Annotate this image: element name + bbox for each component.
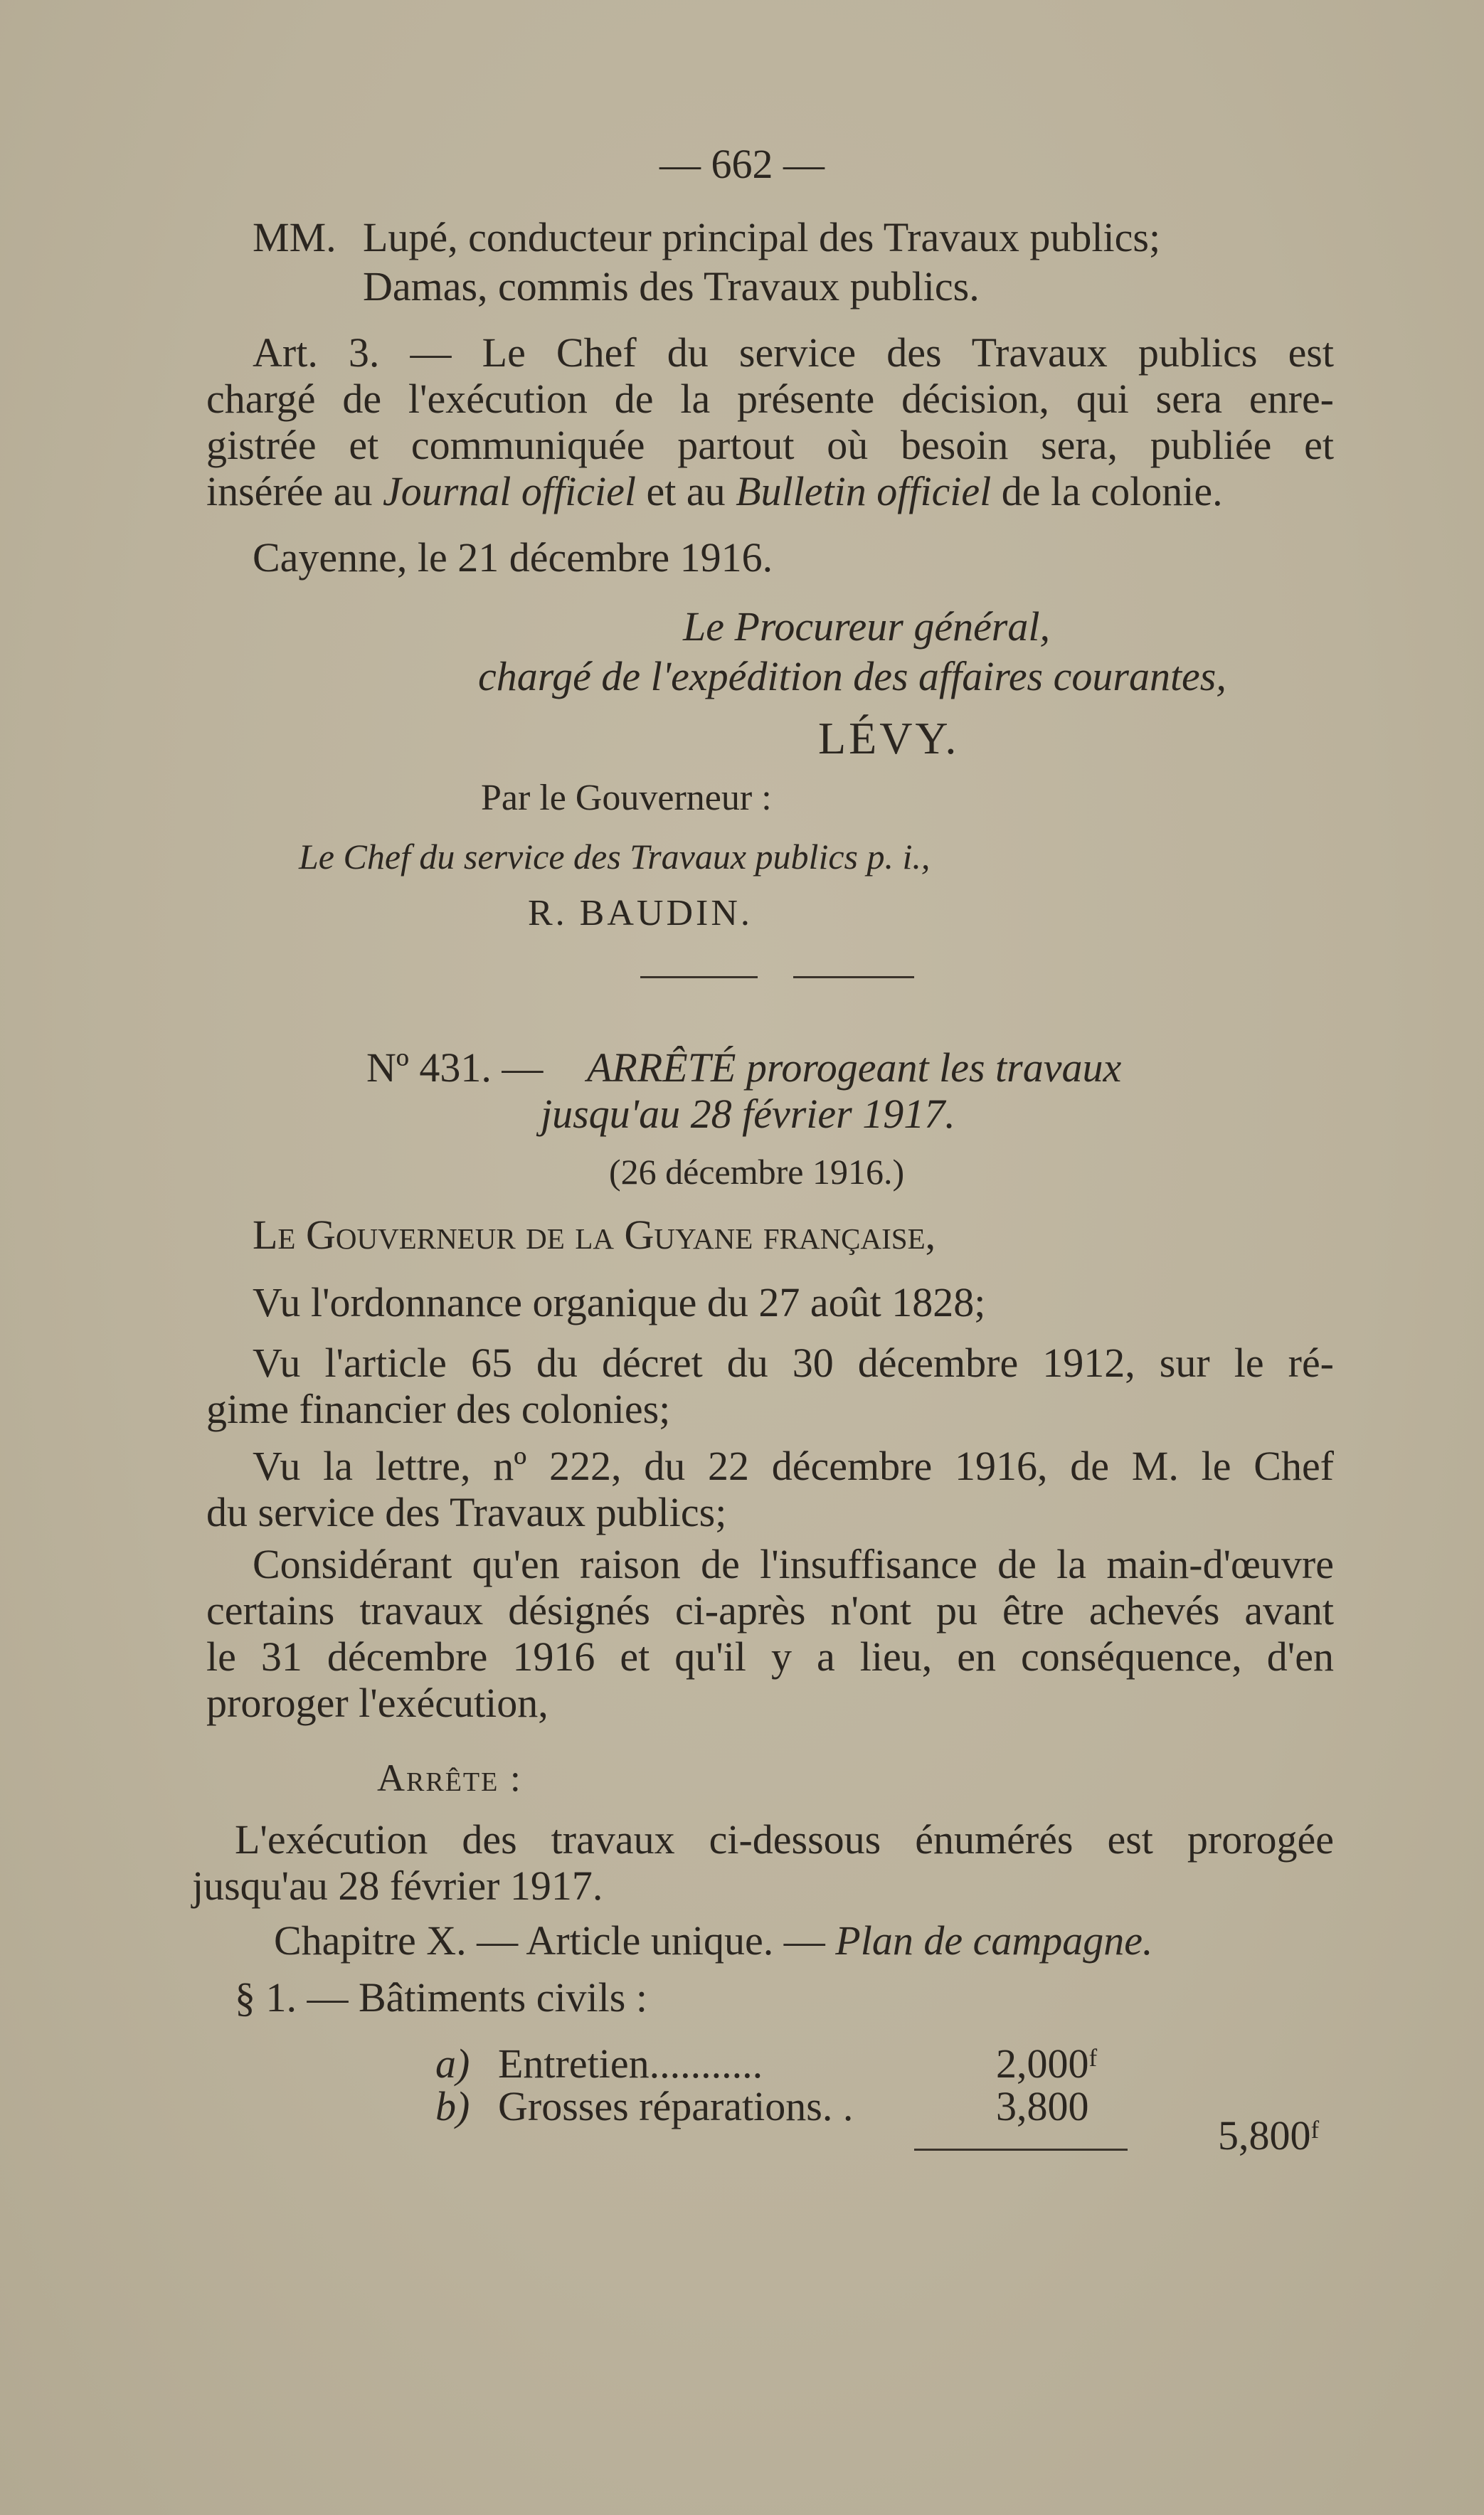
considerant-line-4: proroger l'exécution, xyxy=(206,1680,548,1726)
mm-line-2: Damas, commis des Travaux publics. xyxy=(363,263,980,309)
vu-lettre-line-1: Vu la lettre, nº 222, du 22 décembre 1916, de M. le Chef xyxy=(253,1443,1334,1489)
item-b-amount: 3,800 xyxy=(996,2083,1089,2129)
decree-date: (26 décembre 1916.) xyxy=(609,1152,905,1192)
plan-campagne: Plan de campagne. xyxy=(835,1917,1153,1964)
decree-title-1: ARRÊTÉ prorogeant les travaux xyxy=(587,1044,1122,1091)
considerant-line-3: le 31 décembre 1916 et qu'il y a lieu, en conséquence, d'en xyxy=(206,1634,1334,1680)
mm-label: MM. xyxy=(253,214,336,260)
journal-officiel: Journal officiel xyxy=(382,468,636,514)
execution-line-2: jusqu'au 28 février 1917. xyxy=(192,1863,603,1909)
vu-lettre-line-2: du service des Travaux publics; xyxy=(206,1489,727,1535)
vu-ordonnance: Vu l'ordonnance organique du 27 août 1828; xyxy=(253,1279,986,1325)
bulletin-officiel: Bulletin officiel xyxy=(736,468,992,514)
art3-text-b: et au xyxy=(635,468,736,514)
mm-line-1: Lupé, conducteur principal des Travaux publics; xyxy=(363,214,1161,260)
signature-name: LÉVY. xyxy=(818,713,960,763)
item-a-letter: a) xyxy=(435,2040,470,2087)
art3-text-a: insérée au xyxy=(206,468,383,514)
considerant-line-2: certains travaux désignés ci-après n'ont pu être achevés avant xyxy=(206,1587,1334,1634)
vu-article-line-2: gime financier des colonies; xyxy=(206,1386,671,1432)
decree-number: Nº 431. — xyxy=(366,1044,544,1091)
vu-article-line-1: Vu l'article 65 du décret du 30 décembre 1912, sur le ré- xyxy=(253,1340,1334,1386)
item-b-label: Grosses réparations. . xyxy=(498,2083,854,2129)
chapitre-text: Chapitre X. — Article unique. — xyxy=(274,1917,825,1964)
item-b-letter: b) xyxy=(435,2083,470,2129)
separator-rule-left xyxy=(640,976,758,978)
arrete-heading: Arrête : xyxy=(377,1757,522,1799)
decree-title-2: jusqu'au 28 février 1917. xyxy=(541,1091,955,1137)
page-number: — 662 — xyxy=(659,141,825,187)
item-a-amount: 2,000ᶠ xyxy=(996,2040,1098,2087)
signature2-name: R. BAUDIN. xyxy=(528,893,753,933)
separator-rule-right xyxy=(793,976,914,978)
section-heading: § 1. — Bâtiments civils : xyxy=(235,1974,647,2021)
signature-role: chargé de l'expédition des affaires courantes, xyxy=(478,653,1226,699)
considerant-line-1: Considérant qu'en raison de l'insuffisance de la main-d'œuvre xyxy=(253,1541,1334,1587)
art3-line-4 xyxy=(206,466,1223,517)
par-gouverneur: Par le Gouverneur : xyxy=(481,778,772,818)
item-a-label: Entretien........... xyxy=(498,2040,763,2087)
art3-line-2: chargé de l'exécution de la présente décision, qui sera enre- xyxy=(206,376,1334,422)
sum-rule xyxy=(914,2149,1128,2151)
signature2-role: Le Chef du service des Travaux publics p. i., xyxy=(299,837,931,877)
art3-line-1: Art. 3. — Le Chef du service des Travaux publics est xyxy=(253,329,1334,376)
total-amount: 5,800ᶠ xyxy=(1218,2112,1320,2159)
governor-heading: Le Gouverneur de la Guyane française, xyxy=(253,1212,936,1258)
art3-text-c: de la colonie. xyxy=(991,468,1223,514)
execution-line-1: L'exécution des travaux ci-dessous énumérés est prorogée xyxy=(235,1816,1334,1863)
art3-line-3: gistrée et communiquée partout où besoin sera, publiée et xyxy=(206,422,1334,468)
chapitre-line xyxy=(274,1915,1152,1966)
place-date: Cayenne, le 21 décembre 1916. xyxy=(253,534,773,581)
signature-title: Le Procureur général, xyxy=(683,603,1050,650)
